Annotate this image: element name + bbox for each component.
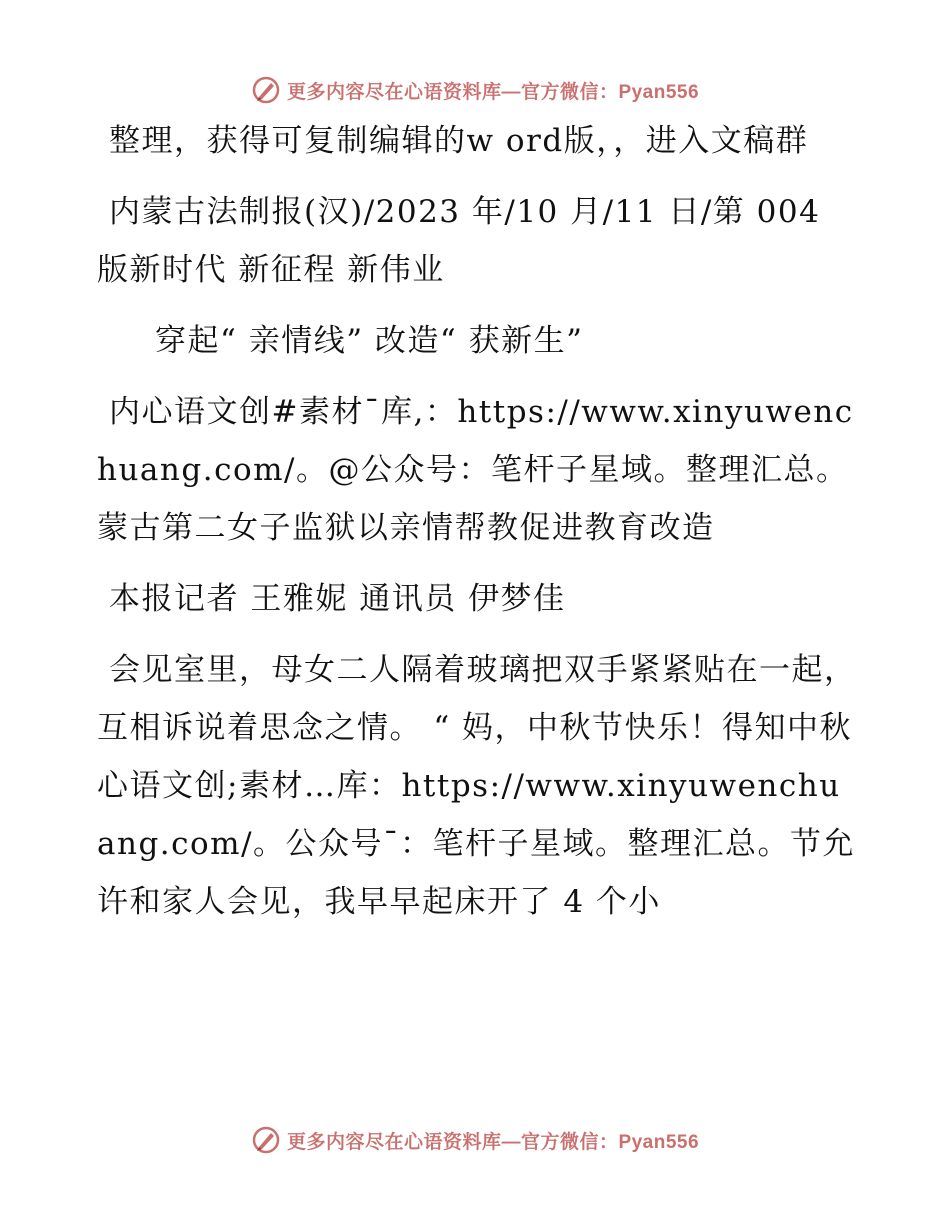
quill-seal-icon — [251, 1125, 281, 1155]
footer-watermark-banner — [0, 1120, 950, 1160]
header-watermark-text: 更多内容尽在心语资料库—官方微信：Pyan556 — [286, 81, 700, 103]
quill-seal-icon — [251, 75, 281, 105]
document-body — [97, 112, 857, 944]
article-title: 穿起“ 亲情线” 改造“ 获新生” — [155, 323, 584, 359]
paragraph-notice: 整理，获得可复制编辑的w ord版，，进入文稿群 — [109, 123, 809, 159]
paragraph-byline: 本报记者 王雅妮 通讯员 伊梦佳 — [109, 581, 566, 617]
paragraph-source: 内蒙古法制报(汉)/2023 年/10 月/11 日/第 004 版新时代 新征程 新伟业 — [97, 194, 821, 288]
header-watermark-banner — [0, 70, 950, 110]
paragraph-body: 会见室里，母女二人隔着玻璃把双手紧紧贴在一起，互相诉说着思念之情。 “ 妈，中秋节快乐！得知中秋心语文创;素材…库：https://www.xinyuwenchuang.com/。公众号¯：笔杆子星域。整理汇总。节允许和家人会见，我早早起床开了 4 个小 — [97, 652, 857, 920]
paragraph-subtitle: 内心语文创#素材¯库,：https://www.xinyuwenchuang.com/。@公众号：笔杆子星域。整理汇总。蒙古第二女子监狱以亲情帮教促进教育改造 — [97, 394, 854, 546]
footer-watermark-text: 更多内容尽在心语资料库—官方微信：Pyan556 — [286, 1131, 700, 1153]
